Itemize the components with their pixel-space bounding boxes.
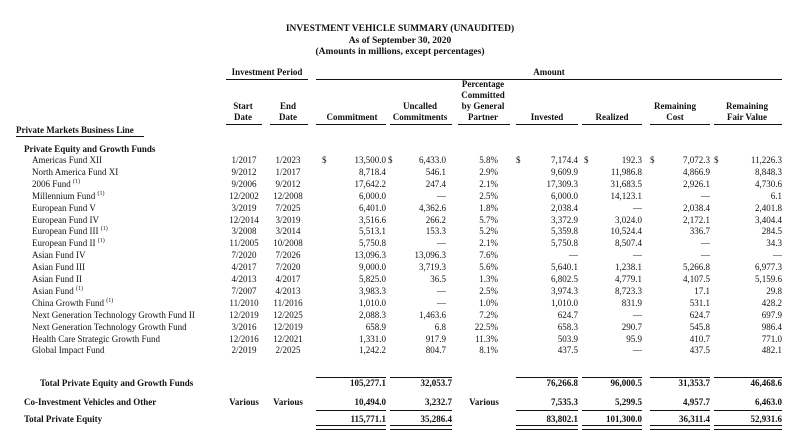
- pct-committed: 1.8%: [479, 203, 498, 213]
- fund-name: [32, 155, 102, 166]
- total-pe-realized: 96,000.5: [610, 378, 642, 388]
- coinvest-uncalled: 3,232.7: [425, 397, 452, 407]
- commitment: 1,331.0: [359, 334, 386, 344]
- uncalled-commitments: 153.3: [425, 226, 446, 236]
- uncalled-commitments: —: [437, 191, 446, 201]
- coinvest-realized: 5,299.5: [615, 397, 642, 407]
- total-label: Total Private Equity: [24, 414, 103, 424]
- uncalled-commitments: —: [437, 238, 446, 248]
- total-realized: 101,300.0: [606, 414, 642, 424]
- remaining-fair-value: 771.0: [761, 334, 782, 344]
- double-rule: [390, 425, 452, 430]
- commitment: 1,010.0: [359, 298, 386, 308]
- currency-symbol: $: [714, 155, 719, 165]
- total-rule: [390, 410, 452, 411]
- currency-symbol: $: [650, 155, 655, 165]
- remaining-cost: —: [701, 250, 710, 260]
- remaining-fair-value: 29.8: [766, 286, 782, 296]
- remaining-fair-value: 6,977.3: [755, 262, 782, 272]
- pct-committed: 7.2%: [479, 310, 498, 320]
- col-commitment-header: Commitment: [326, 112, 378, 122]
- end-date: 2/2025: [275, 345, 301, 355]
- pct-committed: 1.0%: [479, 298, 498, 308]
- commitment: 5,750.8: [359, 238, 386, 248]
- col-invested-header: Invested: [530, 112, 564, 122]
- realized: —: [633, 345, 642, 355]
- business-line-label: Private Markets Business Line: [16, 125, 134, 135]
- col-uncalled-header: Uncalled Commitments: [392, 101, 448, 122]
- footnote-marker: (1): [100, 226, 108, 232]
- fund-name-text: Asian Fund II: [32, 274, 82, 284]
- start-date: 4/2013: [231, 274, 257, 284]
- fund-name-text: Next Generation Technology Growth Fund: [32, 322, 187, 332]
- remaining-fair-value: 986.4: [761, 322, 782, 332]
- invested: 7,174.4: [551, 155, 578, 165]
- uncalled-commitments: 36.5: [430, 274, 446, 284]
- commitment: 8,718.4: [359, 167, 386, 177]
- commitment: 5,825.0: [359, 274, 386, 284]
- investment-period-rule: [226, 79, 308, 80]
- start-date: 12/2016: [229, 334, 259, 344]
- commitment: 6,000.0: [359, 191, 386, 201]
- remaining-fair-value: 34.3: [766, 238, 782, 248]
- realized: 8,723.3: [615, 286, 642, 296]
- realized: 192.3: [621, 155, 642, 165]
- pct-committed: 11.3%: [475, 334, 498, 344]
- pct-committed: 2.1%: [479, 238, 498, 248]
- coinvest-start: Various: [229, 397, 259, 407]
- realized: 95.9: [626, 334, 642, 344]
- total-pe-commitment: 105,277.1: [350, 378, 386, 388]
- double-rule: [316, 425, 386, 430]
- uncalled-commitments: 3,719.3: [419, 262, 446, 272]
- end-date: 10/2008: [273, 238, 303, 248]
- report-units: (Amounts in millions, except percentages): [315, 47, 485, 57]
- start-header-rule: [226, 124, 262, 125]
- end-date: 4/2017: [275, 274, 301, 284]
- total-remaining-fv: 52,931.6: [750, 414, 782, 424]
- end-date: 12/2021: [273, 334, 303, 344]
- end-date: 12/2008: [273, 191, 303, 201]
- end-date: 12/2019: [273, 322, 303, 332]
- coinvest-invested: 7,535.3: [551, 397, 578, 407]
- remaining-fair-value: 2,401.8: [755, 203, 782, 213]
- commitment: 13,500.0: [354, 155, 386, 165]
- remaining-cost: 437.5: [689, 345, 710, 355]
- coinvest-remaining-fv: 6,463.0: [755, 397, 782, 407]
- invested: 17,309.3: [546, 179, 578, 189]
- coinvest-end: Various: [273, 397, 303, 407]
- end-date: 4/2013: [275, 286, 301, 296]
- start-date: 1/2017: [231, 155, 257, 165]
- currency-symbol: $: [584, 155, 589, 165]
- fund-name: [32, 203, 96, 214]
- currency-symbol: $: [388, 155, 393, 165]
- commitment: 9,000.0: [359, 262, 386, 272]
- col-end-header: End Date: [279, 101, 297, 122]
- uncalled-commitments: 13,096.3: [414, 250, 446, 260]
- double-rule: [582, 425, 642, 430]
- total-pe-remaining-fv: 46,468.6: [750, 378, 782, 388]
- fund-name: [32, 215, 99, 226]
- commitment: 658.9: [365, 322, 386, 332]
- currency-symbol: $: [516, 155, 521, 165]
- start-date: 3/2016: [231, 322, 257, 332]
- uncalled-commitments: —: [437, 298, 446, 308]
- invested-header-rule: [516, 124, 578, 125]
- start-date: 12/2014: [229, 215, 259, 225]
- start-date: 9/2012: [231, 167, 257, 177]
- amount-rule: [316, 79, 782, 80]
- fund-name: [32, 298, 113, 309]
- realized: —: [633, 310, 642, 320]
- remaining-cost-header-rule: [650, 124, 710, 125]
- commitment-header-rule: [316, 124, 386, 125]
- invested: 503.9: [557, 334, 578, 344]
- commitment: 17,642.2: [354, 179, 386, 189]
- total-rule: [516, 410, 578, 411]
- commitment: 13,096.3: [354, 250, 386, 260]
- uncalled-commitments: 266.2: [425, 215, 446, 225]
- pct-committed: 2.9%: [479, 167, 498, 177]
- report-date: As of September 30, 2020: [348, 36, 452, 46]
- commitment: 3,983.3: [359, 286, 386, 296]
- uncalled-commitments: 6.8: [434, 322, 446, 332]
- commitment: 5,513.1: [359, 226, 386, 236]
- remaining-cost: 336.7: [689, 226, 710, 236]
- end-date: 7/2026: [275, 250, 301, 260]
- pct-committed: 22.5%: [474, 322, 498, 332]
- uncalled-commitments: —: [437, 286, 446, 296]
- end-date: 3/2014: [275, 226, 301, 236]
- fund-name-text: North America Fund XI: [32, 167, 119, 177]
- realized: —: [633, 203, 642, 213]
- invested: 3,974.3: [551, 286, 578, 296]
- total-uncalled: 35,286.4: [420, 414, 452, 424]
- pct-committed: 5.2%: [479, 226, 498, 236]
- total-rule: [316, 410, 386, 411]
- remaining-cost: 2,172.1: [683, 215, 710, 225]
- invested: 2,038.4: [551, 203, 578, 213]
- fund-name-text: Asian Fund IV: [32, 250, 86, 260]
- remaining-cost: 7,072.3: [683, 155, 710, 165]
- footnote-marker: (1): [97, 238, 105, 244]
- amount-header: Amount: [533, 67, 565, 77]
- invested: —: [569, 250, 578, 260]
- remaining-cost: 2,038.4: [683, 203, 710, 213]
- remaining-cost: 410.7: [689, 334, 710, 344]
- remaining-cost: 624.7: [689, 310, 710, 320]
- fund-name-text: Health Care Strategic Growth Fund: [32, 334, 160, 344]
- fund-name: [32, 167, 118, 178]
- col-pct-header: Percentage Committed by General Partner: [461, 79, 505, 122]
- fund-name-text: 2006 Fund: [32, 179, 71, 189]
- fund-name: [32, 226, 108, 237]
- fund-name: [32, 286, 83, 297]
- start-date: 3/2008: [231, 226, 257, 236]
- total-rule: [650, 410, 710, 411]
- fund-name-text: Next Generation Technology Growth Fund II: [32, 310, 195, 320]
- realized: 3,024.0: [615, 215, 642, 225]
- fund-name: [32, 238, 105, 249]
- currency-symbol: $: [322, 155, 327, 165]
- remaining-fair-value: 697.9: [761, 310, 782, 320]
- realized: 8,507.4: [615, 238, 642, 248]
- start-date: 12/2002: [229, 191, 259, 201]
- footnote-marker: (1): [76, 286, 84, 292]
- coinvest-commitment: 10,494.0: [354, 397, 386, 407]
- remaining-fv-header-rule: [714, 124, 782, 125]
- remaining-cost: 17.1: [694, 286, 710, 296]
- invested: 3,372.9: [551, 215, 578, 225]
- total-rule: [714, 410, 782, 411]
- business-line-underline: [16, 136, 144, 137]
- end-date: 7/2020: [275, 262, 301, 272]
- fund-name: [32, 191, 105, 202]
- end-date: 11/2016: [273, 298, 303, 308]
- start-date: 7/2007: [231, 286, 257, 296]
- end-header-rule: [270, 124, 308, 125]
- pct-committed: 5.6%: [479, 262, 498, 272]
- col-remaining-cost-header: Remaining Cost: [653, 101, 696, 122]
- start-date: 9/2006: [231, 179, 257, 189]
- fund-name-text: China Growth Fund: [32, 298, 104, 308]
- pct-header-rule: [458, 124, 510, 125]
- remaining-cost: 531.1: [689, 298, 710, 308]
- double-rule: [516, 425, 578, 430]
- start-date: 11/2010: [229, 298, 259, 308]
- remaining-cost: 4,107.5: [683, 274, 710, 284]
- col-realized-header: Realized: [595, 112, 629, 122]
- invested: 9,609.9: [551, 167, 578, 177]
- end-date: 1/2023: [275, 155, 301, 165]
- uncalled-commitments: 1,463.6: [419, 310, 446, 320]
- remaining-fair-value: 3,404.4: [755, 215, 782, 225]
- pct-committed: 2.1%: [479, 179, 498, 189]
- col-start-header: Start Date: [233, 101, 253, 122]
- total-pe-invested: 76,266.8: [546, 378, 578, 388]
- invested: 6,000.0: [551, 191, 578, 201]
- fund-name-text: European Fund V: [32, 203, 96, 213]
- invested: 5,359.8: [551, 226, 578, 236]
- remaining-cost: 5,266.8: [683, 262, 710, 272]
- end-date: 3/2019: [275, 215, 301, 225]
- footnote-marker: (1): [73, 179, 81, 185]
- fund-name-text: European Fund II: [32, 238, 96, 248]
- start-date: 12/2019: [229, 310, 259, 320]
- realized: —: [633, 250, 642, 260]
- realized: 14,123.1: [610, 191, 642, 201]
- pct-committed: 2.5%: [479, 191, 498, 201]
- end-date: 9/2012: [275, 179, 301, 189]
- realized: 831.9: [621, 298, 642, 308]
- pct-committed: 2.5%: [479, 286, 498, 296]
- invested: 5,640.1: [551, 262, 578, 272]
- fund-name: [32, 322, 187, 333]
- section-title: Private Equity and Growth Funds: [24, 144, 156, 154]
- remaining-cost: —: [701, 191, 710, 201]
- realized: 1,238.1: [615, 262, 642, 272]
- footnote-marker: (1): [97, 191, 105, 197]
- fund-name: [32, 250, 86, 261]
- total-rule: [582, 410, 642, 411]
- coinvest-remaining-cost: 4,957.7: [683, 397, 710, 407]
- fund-name-text: European Fund IV: [32, 215, 99, 225]
- realized: 290.7: [621, 322, 642, 332]
- fund-name: [32, 334, 160, 345]
- start-date: 11/2005: [229, 238, 259, 248]
- uncalled-commitments: 804.7: [425, 345, 446, 355]
- coinvest-label: Co-Investment Vehicles and Other: [24, 397, 157, 407]
- start-date: 7/2020: [231, 250, 257, 260]
- pct-committed: 8.1%: [479, 345, 498, 355]
- total-invested: 83,802.1: [546, 414, 578, 424]
- start-date: 3/2019: [231, 203, 257, 213]
- remaining-fair-value: 11,226.3: [750, 155, 782, 165]
- commitment: 2,088.3: [359, 310, 386, 320]
- remaining-fair-value: 482.1: [761, 345, 782, 355]
- uncalled-commitments: 917.9: [425, 334, 446, 344]
- remaining-cost: —: [701, 238, 710, 248]
- fund-name: [32, 310, 195, 321]
- total-remaining-cost: 36,311.4: [678, 414, 710, 424]
- double-rule: [650, 425, 710, 430]
- pct-committed: 7.6%: [479, 250, 498, 260]
- uncalled-commitments: 247.4: [425, 179, 446, 189]
- fund-name-text: Asian Fund III: [32, 262, 85, 272]
- fund-name-text: Americas Fund XII: [32, 155, 102, 165]
- pct-committed: 5.7%: [479, 215, 498, 225]
- total-pe-label: Total Private Equity and Growth Funds: [40, 378, 194, 388]
- invested: 6,802.5: [551, 274, 578, 284]
- commitment: 1,242.2: [359, 345, 386, 355]
- remaining-fair-value: 5,159.6: [755, 274, 782, 284]
- remaining-cost: 4,866.9: [683, 167, 710, 177]
- total-pe-uncalled: 32,053.7: [420, 378, 452, 388]
- realized-header-rule: [582, 124, 642, 125]
- footnote-marker: (1): [106, 298, 114, 304]
- double-rule: [714, 425, 782, 430]
- realized: 4,779.1: [615, 274, 642, 284]
- start-date: 2/2019: [231, 345, 257, 355]
- invested: 1,010.0: [551, 298, 578, 308]
- pct-committed: 1.3%: [479, 274, 498, 284]
- pct-committed: 5.8%: [479, 155, 498, 165]
- remaining-fair-value: 284.5: [761, 226, 782, 236]
- uncalled-commitments: 546.1: [425, 167, 446, 177]
- fund-name: [32, 179, 80, 190]
- total-pe-remaining-cost: 31,353.7: [678, 378, 710, 388]
- invested: 5,750.8: [551, 238, 578, 248]
- uncalled-commitments: 4,362.6: [419, 203, 446, 213]
- investment-period-header: Investment Period: [231, 67, 303, 77]
- remaining-cost: 545.8: [689, 322, 710, 332]
- end-date: 12/2025: [273, 310, 303, 320]
- remaining-fair-value: —: [773, 250, 782, 260]
- invested: 624.7: [557, 310, 578, 320]
- end-date: 7/2025: [275, 203, 301, 213]
- remaining-fair-value: 8,848.3: [755, 167, 782, 177]
- fund-name: [32, 262, 85, 273]
- fund-name: [32, 345, 105, 356]
- fund-name-text: Asian Fund: [32, 286, 74, 296]
- end-date: 1/2017: [275, 167, 301, 177]
- remaining-fair-value: 4,730.6: [755, 179, 782, 189]
- invested: 437.5: [557, 345, 578, 355]
- uncalled-commitments: 6,433.0: [419, 155, 446, 165]
- col-remaining-fv-header: Remaining Fair Value: [725, 101, 768, 122]
- commitment: 6,401.0: [359, 203, 386, 213]
- realized: 31,683.5: [610, 179, 642, 189]
- commitment: 3,516.6: [359, 215, 386, 225]
- coinvest-pct: Various: [469, 397, 499, 407]
- fund-name: [32, 274, 82, 285]
- realized: 11,986.8: [610, 167, 642, 177]
- fund-name-text: European Fund III: [32, 226, 99, 236]
- realized: 10,524.4: [610, 226, 642, 236]
- remaining-fair-value: 428.2: [761, 298, 782, 308]
- total-commitment: 115,771.1: [350, 414, 386, 424]
- fund-name-text: Global Impact Fund: [32, 345, 105, 355]
- uncalled-header-rule: [390, 124, 452, 125]
- invested: 658.3: [557, 322, 578, 332]
- remaining-fair-value: 6.1: [770, 191, 782, 201]
- start-date: 4/2017: [231, 262, 257, 272]
- remaining-cost: 2,926.1: [683, 179, 710, 189]
- fund-name-text: Millennium Fund: [32, 191, 96, 201]
- report-title: INVESTMENT VEHICLE SUMMARY (UNAUDITED): [285, 24, 515, 34]
